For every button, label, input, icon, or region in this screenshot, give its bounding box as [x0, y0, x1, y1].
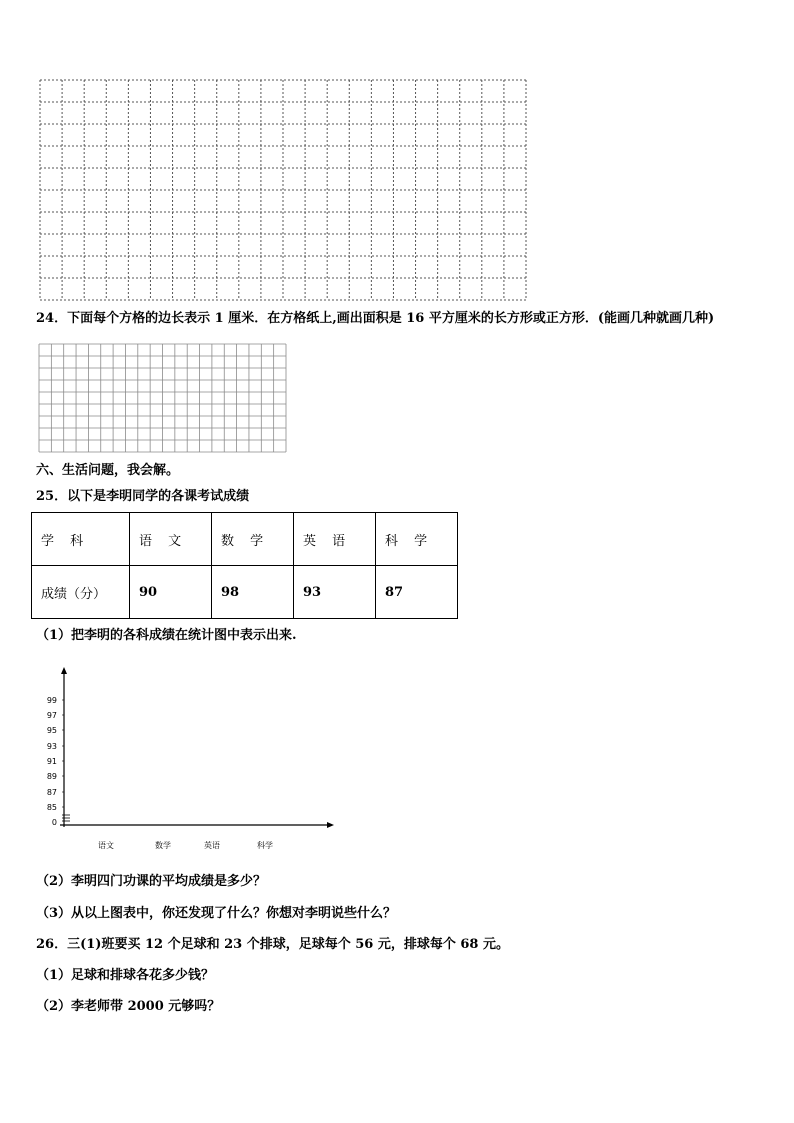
- table-row-label: 成绩（分）: [32, 566, 130, 619]
- grid-paper-1cm[interactable]: [38, 343, 287, 453]
- question-25-sub3: （3）从以上图表中，你还发现了什么？你想对李明说些什么？: [36, 906, 397, 921]
- blank-bar-chart[interactable]: [38, 665, 338, 855]
- table-header-row: [32, 513, 458, 566]
- table-header-cell: 语 文: [130, 513, 212, 566]
- table-header-cell: 科 学: [376, 513, 458, 566]
- question-26-sub2: （2）李老师带 2000 元够吗？: [36, 999, 221, 1014]
- axis-break-marks: [62, 815, 70, 821]
- y-tick-label: 93: [46, 742, 57, 751]
- y-tick-label: 99: [46, 696, 57, 705]
- table-row: [32, 566, 458, 619]
- y-tick-label: 95: [46, 726, 57, 735]
- y-axis-arrow: [61, 667, 67, 674]
- y-tick-label: 85: [46, 803, 57, 812]
- y-tick-label: 91: [46, 757, 57, 766]
- question-25-sub1: （1）把李明的各科成绩在统计图中表示出来.: [36, 628, 297, 643]
- question-25-text: 25．以下是李明同学的各课考试成绩: [36, 489, 250, 504]
- y-tick-label: 97: [46, 711, 57, 720]
- section-6-title: 六、生活问题，我会解。: [36, 463, 180, 478]
- x-category-label: 英语: [204, 841, 220, 850]
- x-category-label: 科学: [257, 841, 273, 850]
- score-table: [31, 512, 458, 619]
- y-tick-label: 89: [46, 772, 57, 781]
- table-header-cell: 数 学: [212, 513, 294, 566]
- dashed-grid-paper: [39, 79, 527, 301]
- table-header-cell: 英 语: [294, 513, 376, 566]
- x-axis-arrow: [327, 822, 334, 828]
- x-category-label: 语文: [98, 841, 114, 850]
- question-26-text: 26．三(1)班要买 12 个足球和 23 个排球，足球每个 56 元，排球每个 68 元。: [36, 937, 510, 952]
- score-cell: 98: [212, 566, 294, 619]
- table-header-cell: 学 科: [32, 513, 130, 566]
- score-cell: 93: [294, 566, 376, 619]
- score-cell: 87: [376, 566, 458, 619]
- score-cell: 90: [130, 566, 212, 619]
- y-tick-label: 87: [46, 788, 57, 797]
- x-category-label: 数学: [155, 841, 171, 850]
- question-24-text: 24．下面每个方格的边长表示 1 厘米．在方格纸上,画出面积是 16 平方厘米的长方形或正方形．(能画几种就画几种): [36, 311, 715, 326]
- question-26-sub1: （1）足球和排球各花多少钱？: [36, 968, 215, 983]
- y-tick-label: 0: [51, 818, 57, 827]
- question-25-sub2: （2）李明四门功课的平均成绩是多少？: [36, 874, 267, 889]
